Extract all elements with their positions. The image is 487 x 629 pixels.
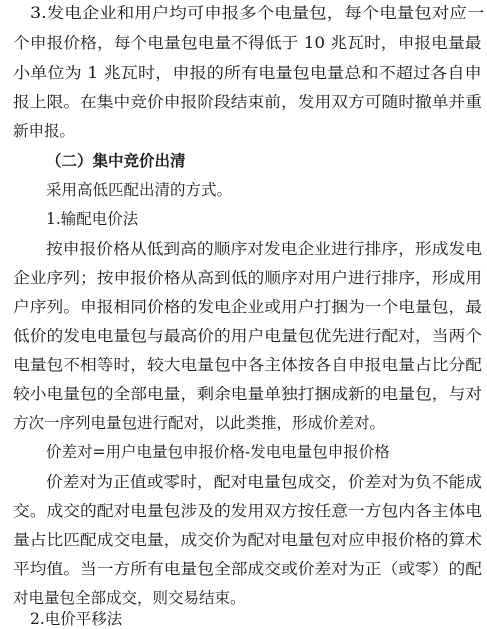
line-text: 量占比匹配成交电量，成交价为配对电量包对应申报价格的算术 — [13, 531, 483, 549]
line-text: 2.电价平移法 — [30, 610, 123, 628]
line-text: 较小电量包的全部电量，剩余电量单独打捆成新的电量包，与对 — [13, 385, 483, 403]
text-line-10 — [0, 268, 487, 288]
text-line-21 — [0, 588, 487, 608]
text-line-4 — [0, 92, 487, 112]
text-line-7 — [0, 180, 487, 200]
line-text: 对电量包全部成交，则交易结束。 — [13, 589, 246, 607]
line-text: 电量包不相等时，较大电量包中各主体按各自申报电量占比分配 — [13, 356, 483, 374]
text-line-3 — [0, 63, 487, 83]
text-line-15 — [0, 413, 487, 433]
text-line-11 — [0, 297, 487, 317]
subsection-heading-1 — [0, 209, 487, 229]
text-line-5 — [0, 121, 487, 141]
line-text: 低价的发电电量包与最高价的用户电量包优先进行配对，当两个 — [13, 327, 483, 345]
line-text: 采用高低匹配出清的方式。 — [46, 181, 233, 199]
line-text: 平均值。当一方所有电量包全部成交或价差对为正（或零）的配 — [13, 560, 483, 578]
text-line-18 — [0, 501, 487, 521]
text-line-12 — [0, 326, 487, 346]
line-text: 按申报价格从低到高的顺序对发电企业进行排序，形成发电 — [46, 240, 483, 258]
line-text: 个申报价格，每个电量包电量不得低于 10 兆瓦时，申报电量最 — [13, 34, 482, 52]
line-text: 1.输配电价法 — [46, 210, 139, 228]
heading-text: （二）集中竞价出清 — [46, 151, 186, 170]
section-heading — [0, 151, 487, 171]
formula-line — [0, 442, 487, 462]
line-text: 价差对为正值或零时，配对电量包成交，价差对为负不能成 — [46, 473, 483, 491]
line-text: 小单位为 1 兆瓦时，申报的所有电量包电量总和不超过各自申 — [13, 64, 482, 82]
text-line-9 — [0, 239, 487, 259]
text-line-14 — [0, 384, 487, 404]
line-text: 户序列。申报相同价格的发电企业或用户打捆为一个电量包，最 — [13, 298, 483, 316]
text-line-19 — [0, 530, 487, 550]
line-text: 3.发电企业和用户均可申报多个电量包，每个电量包对应一 — [30, 4, 485, 22]
text-line-17 — [0, 472, 487, 492]
text-line-1 — [0, 3, 487, 23]
formula-text: 价差对=用户电量包申报价格-发电电量包申报价格 — [46, 443, 390, 461]
text-line-2 — [0, 33, 487, 53]
subsection-heading-2 — [0, 609, 487, 629]
text-line-13 — [0, 355, 487, 375]
text-line-20 — [0, 559, 487, 579]
line-text: 交。成交的配对电量包涉及的发用双方按任意一方包内各主体电 — [13, 502, 483, 520]
line-text: 报上限。在集中竞价申报阶段结束前，发用双方可随时撤单并重 — [13, 93, 483, 111]
line-text: 新申报。 — [13, 122, 76, 140]
line-text: 企业序列；按申报价格从高到低的顺序对用户进行排序，形成用 — [13, 269, 483, 287]
line-text: 方次一序列电量包进行配对，以此类推，形成价差对。 — [13, 414, 386, 432]
